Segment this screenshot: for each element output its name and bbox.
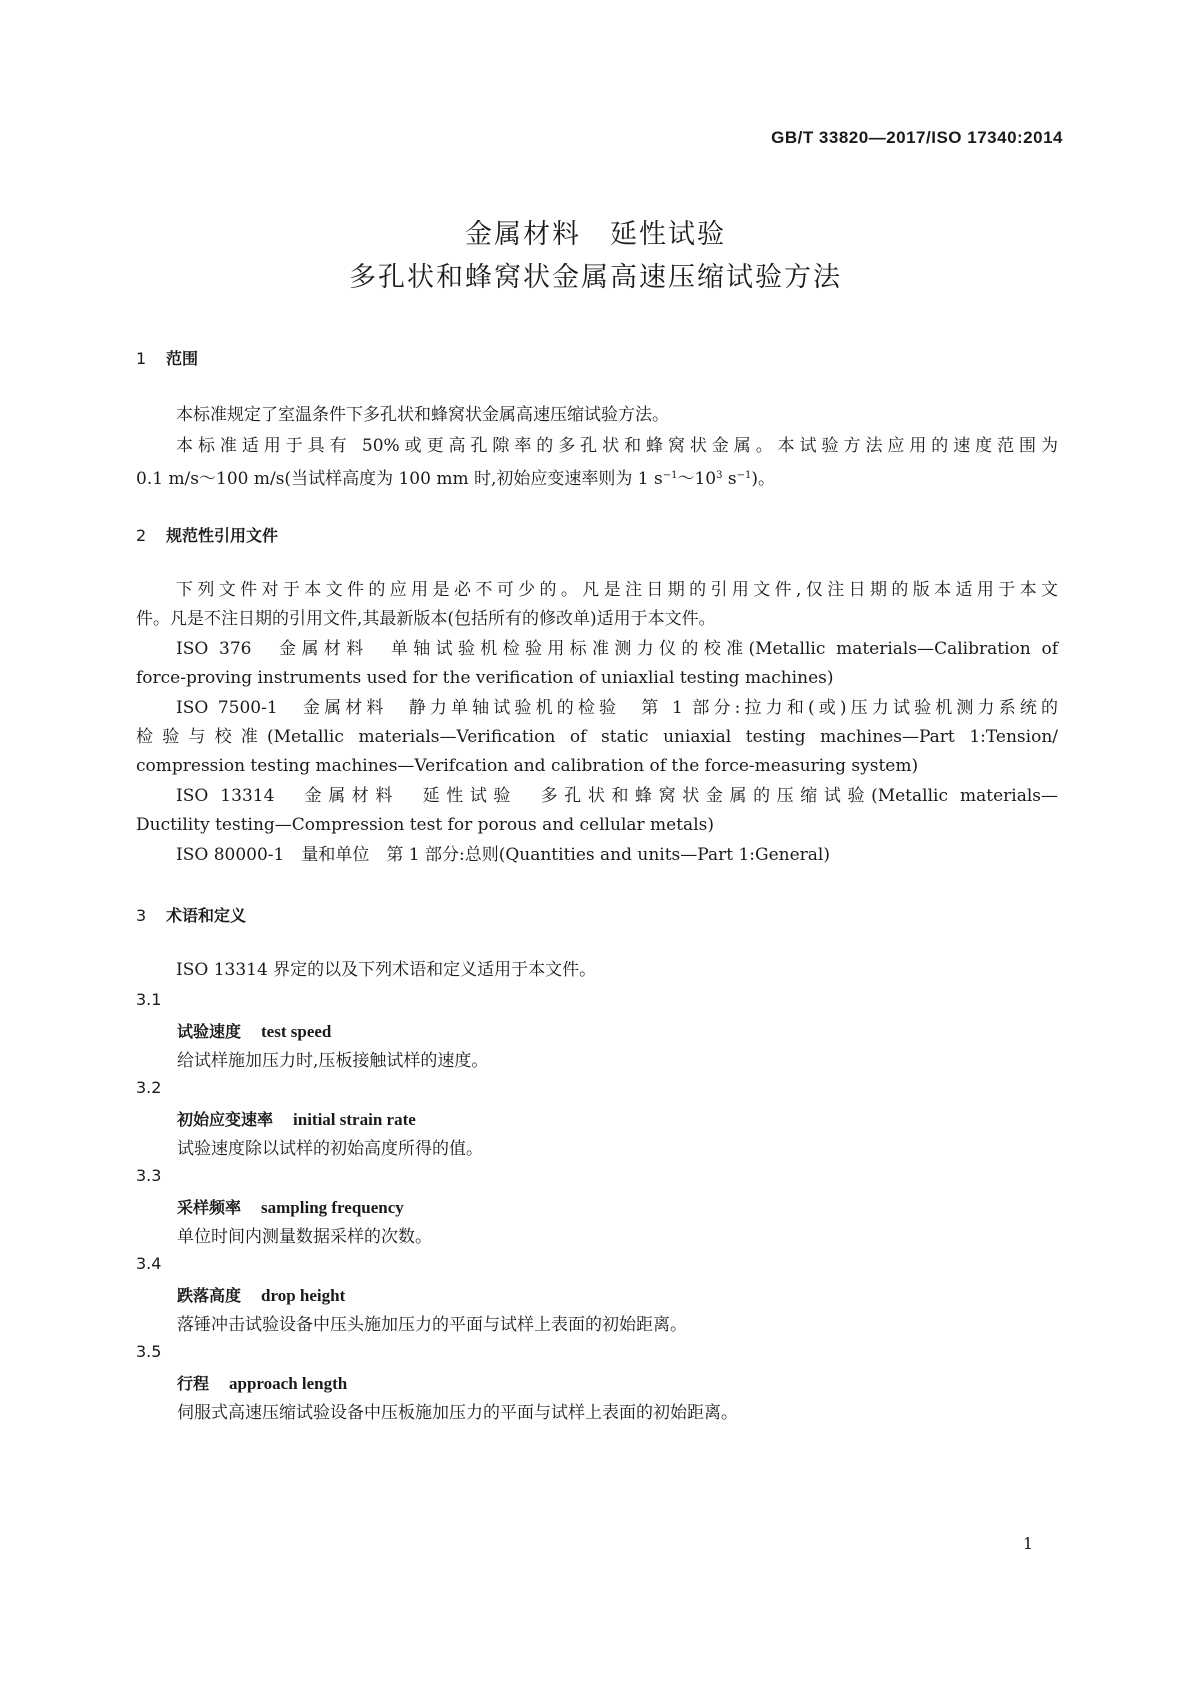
- term-title: [177, 1019, 331, 1042]
- reference-iso-7500-line1: ISO 7500-1 金属材料 静力单轴试验机的检验 第 1 部分:拉力和(或)压力试验机测力系统的: [176, 698, 1058, 718]
- references-intro-line1: 下列文件对于本文件的应用是必不可少的。凡是注日期的引用文件,仅注日期的版本适用于本文: [176, 580, 1058, 600]
- term-zh: 行程: [177, 1374, 210, 1393]
- term-number: 3.2: [136, 1078, 162, 1097]
- term-zh: 采样频率: [177, 1198, 242, 1217]
- superscript: −1: [662, 470, 678, 481]
- document-title-line2: 多孔状和蜂窝状金属高速压缩试验方法: [349, 262, 842, 293]
- section-title: 范围: [166, 349, 199, 368]
- text-run: )。: [751, 469, 776, 489]
- term-title: [177, 1107, 416, 1130]
- section-number: 2: [136, 526, 147, 545]
- scope-paragraph-2-line2: [136, 460, 1058, 495]
- text-run: ～10: [677, 469, 717, 489]
- standard-number: GB/T 33820—2017/ISO 17340:2014: [771, 128, 1063, 147]
- term-definition: 试验速度除以试样的初始高度所得的值。: [177, 1139, 483, 1159]
- term-title: [177, 1195, 404, 1218]
- term-en: test speed: [261, 1022, 332, 1041]
- term-en: sampling frequency: [261, 1198, 404, 1217]
- section-2-heading: [136, 523, 278, 546]
- section-3-heading: [136, 903, 246, 926]
- reference-iso-376-line1: ISO 376 金属材料 单轴试验机检验用标准测力仪的校准(Metallic materials—Calibration of: [176, 639, 1058, 659]
- reference-iso-13314-line2: Ductility testing—Compression test for porous and cellular metals): [136, 815, 714, 835]
- term-en: initial strain rate: [293, 1110, 416, 1129]
- term-title: [177, 1283, 345, 1306]
- term-definition: 落锤冲击试验设备中压头施加压力的平面与试样上表面的初始距离。: [177, 1315, 687, 1335]
- document-title-line1: 金属材料 延性试验: [465, 219, 726, 250]
- scope-paragraph-1: 本标准规定了室温条件下多孔状和蜂窝状金属高速压缩试验方法。: [176, 405, 669, 425]
- term-definition: 伺服式高速压缩试验设备中压板施加压力的平面与试样上表面的初始距离。: [177, 1403, 738, 1423]
- term-number: 3.4: [136, 1254, 162, 1273]
- term-en: approach length: [229, 1374, 348, 1393]
- section-title: 术语和定义: [166, 906, 247, 925]
- section-1-heading: [136, 346, 198, 369]
- term-title: [177, 1371, 347, 1394]
- term-number: 3.5: [136, 1342, 162, 1361]
- term-definition: 给试样施加压力时,压板接触试样的速度。: [177, 1051, 489, 1071]
- term-definition: 单位时间内测量数据采样的次数。: [177, 1227, 432, 1247]
- reference-iso-7500-line2: 检验与校准(Metallic materials—Verification of static uniaxial testing machines—Part 1:Tension/: [136, 727, 1058, 747]
- section-number: 1: [136, 349, 147, 368]
- superscript: −1: [736, 470, 752, 481]
- terms-intro: ISO 13314 界定的以及下列术语和定义适用于本文件。: [176, 960, 597, 980]
- scope-paragraph-2-line1: 本标准适用于具有 50%或更高孔隙率的多孔状和蜂窝状金属。本试验方法应用的速度范围为: [176, 436, 1058, 456]
- reference-iso-7500-line3: compression testing machines—Verifcation and calibration of the force-measuring system): [136, 756, 919, 776]
- text-run: 0.1 m/s～100 m/s(当试样高度为 100 mm 时,初始应变速率则为 1 s: [136, 469, 663, 489]
- superscript: 3: [716, 470, 723, 481]
- term-zh: 跌落高度: [177, 1286, 242, 1305]
- reference-iso-13314-line1: ISO 13314 金属材料 延性试验 多孔状和蜂窝状金属的压缩试验(Metallic materials—: [176, 786, 1058, 806]
- section-title: 规范性引用文件: [166, 526, 279, 545]
- section-number: 3: [136, 906, 147, 925]
- term-number: 3.3: [136, 1166, 162, 1185]
- term-zh: 试验速度: [177, 1022, 242, 1041]
- text-run: s: [722, 469, 737, 489]
- term-zh: 初始应变速率: [177, 1110, 274, 1129]
- page-number: 1: [1022, 1534, 1033, 1553]
- reference-iso-376-line2: force-proving instruments used for the verification of uniaxlial testing machines): [136, 668, 834, 688]
- references-intro-line2: 件。凡是不注日期的引用文件,其最新版本(包括所有的修改单)适用于本文件。: [136, 609, 716, 629]
- term-number: 3.1: [136, 990, 162, 1009]
- reference-iso-80000-line1: ISO 80000-1 量和单位 第 1 部分:总则(Quantities and units—Part 1:General): [176, 845, 830, 865]
- term-en: drop height: [261, 1286, 346, 1305]
